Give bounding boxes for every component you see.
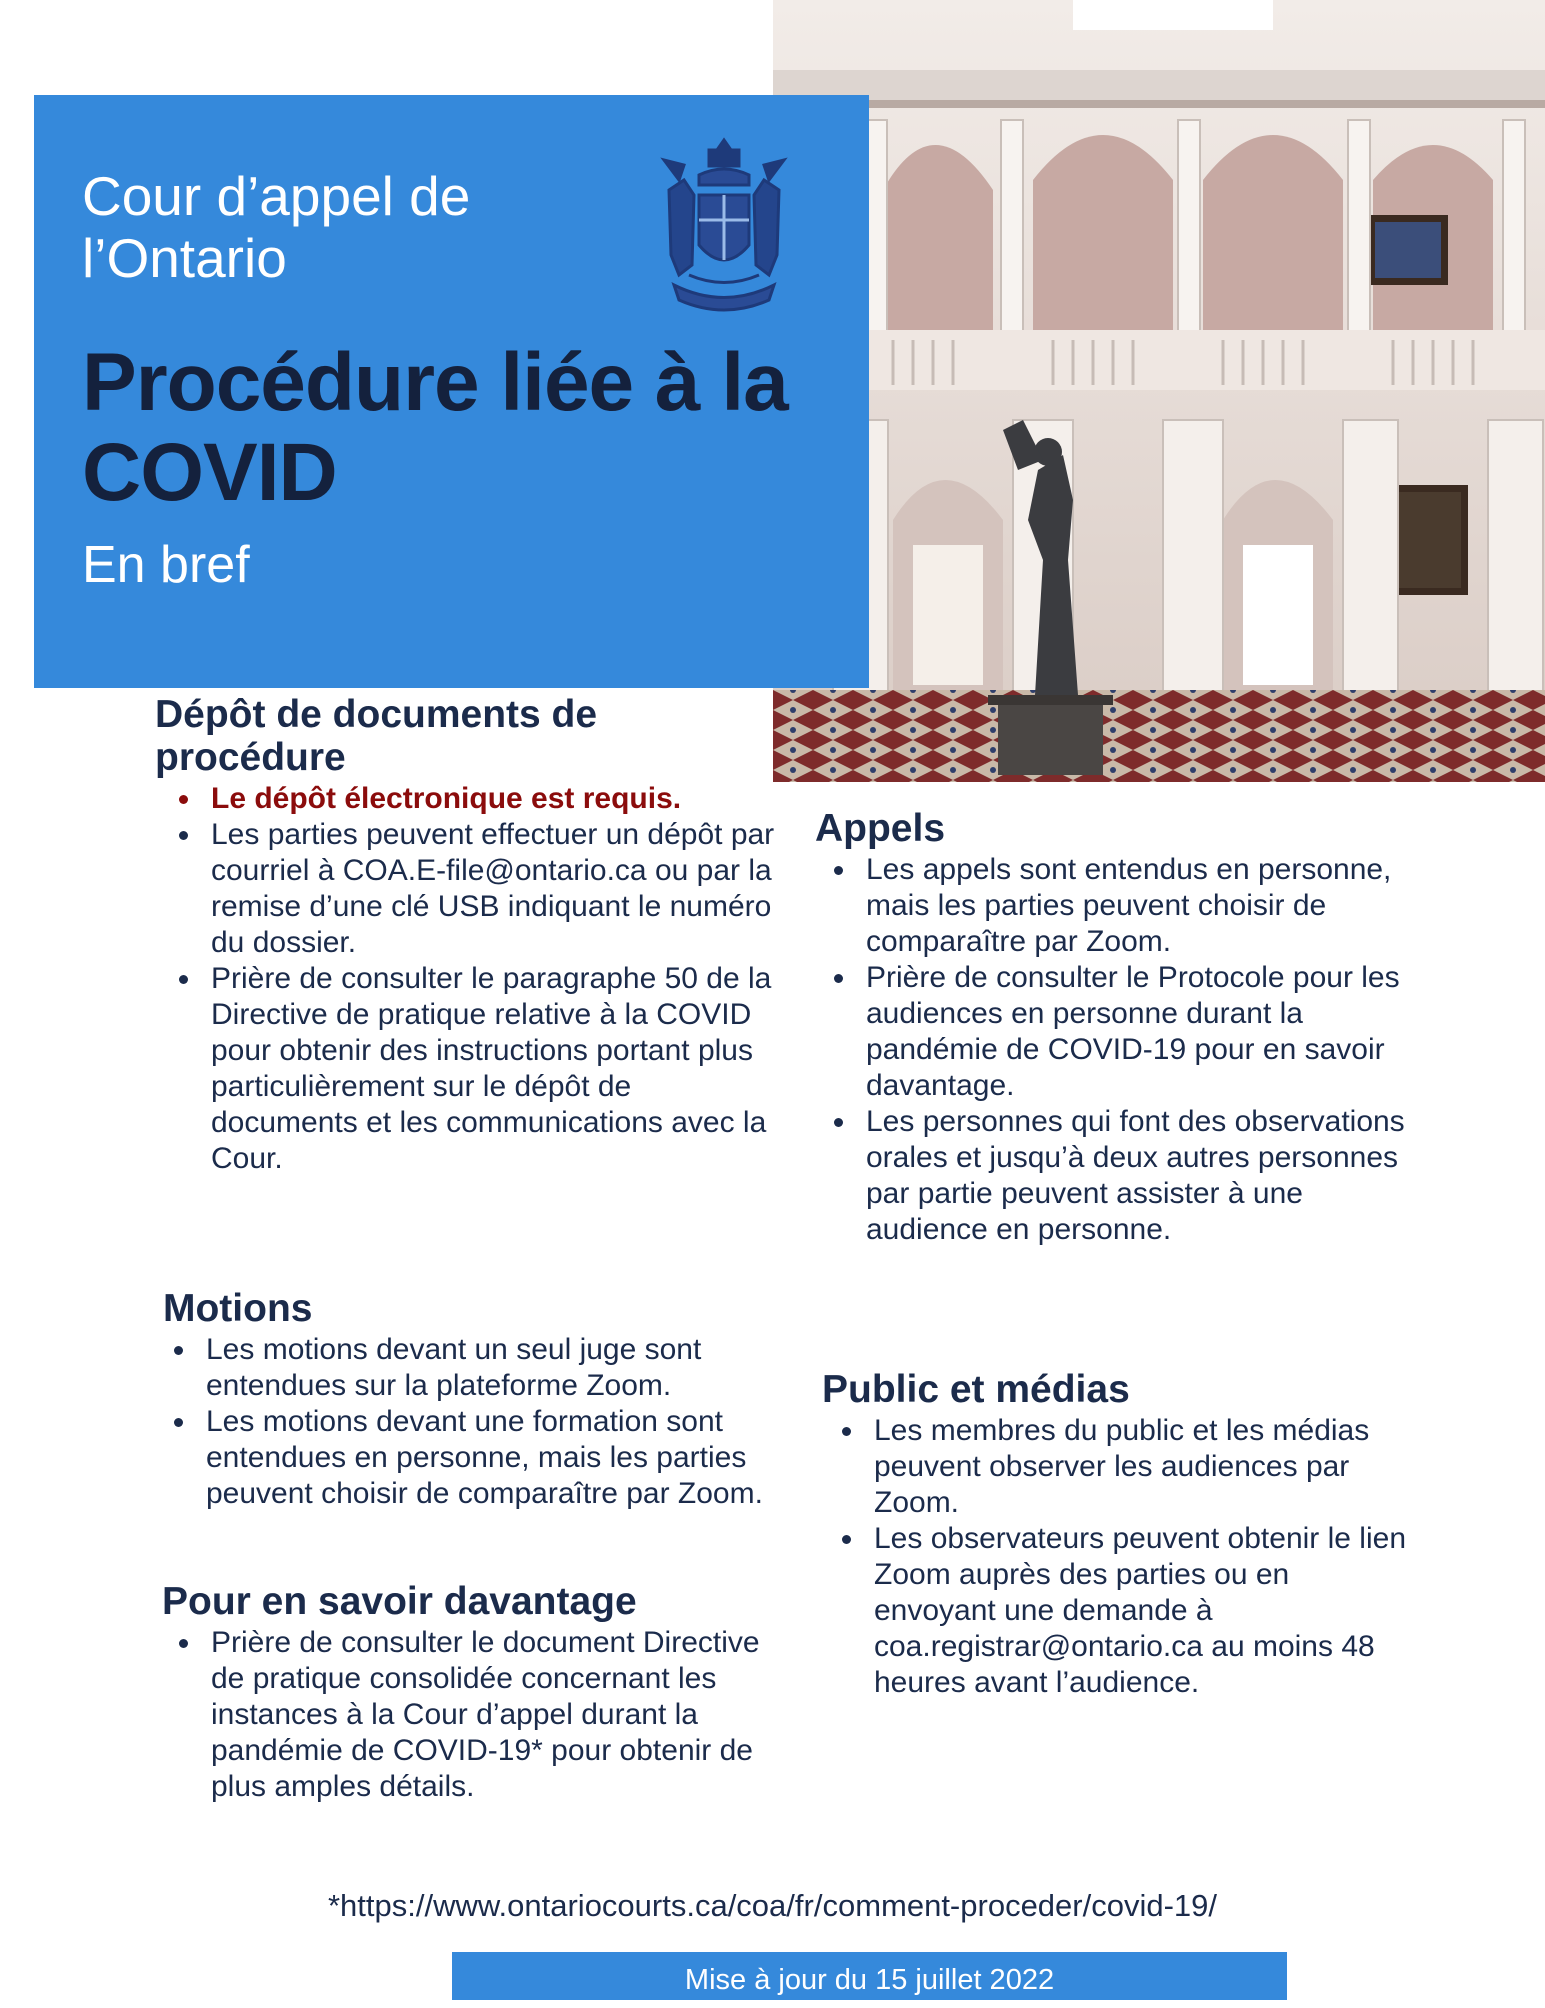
document-subtitle: En bref [82,536,250,594]
list-item: Les membres du public et les médias peuvent observer les audiences par Zoom. [874,1413,1412,1521]
section-appeals [815,807,1405,1248]
footnote-url: *https://www.ontariocourts.ca/coa/fr/comment-proceder/covid-19/ [327,1888,1218,1923]
list-item: Le dépôt électronique est requis. [211,781,775,817]
coat-of-arms-icon [659,135,789,325]
list-item: Les motions devant une formation sont entendues en personne, mais les parties peuvent choisir de comparaître par Zoom. [206,1404,783,1512]
title-panel [34,95,869,688]
list-item: Les motions devant un seul juge sont entendues sur la plateforme Zoom. [206,1332,783,1404]
list-item: Prière de consulter le Protocole pour les audiences en personne durant la pandémie de COVID-19 pour en savoir davantage. [866,960,1405,1104]
section-heading: Motions [163,1287,313,1330]
list-item: Les appels sont entendus en personne, mais les parties peuvent choisir de comparaître par Zoom. [866,852,1405,960]
bullet-list [815,852,1405,1248]
bullet-list [822,1413,1412,1701]
section-heading: Pour en savoir davantage [162,1580,637,1623]
section-heading: Appels [815,807,946,850]
bullet-list [162,1625,762,1805]
courthouse-atrium-photo [773,0,1545,782]
section-heading: Public et médias [822,1368,1130,1411]
bullet-list [155,781,775,1177]
list-item: Les observateurs peuvent obtenir le lien Zoom auprès des parties ou en envoyant une demande à coa.registrar@ontario.ca au moins 48 heures avant l’audience. [874,1521,1412,1701]
list-item: Les personnes qui font des observations orales et jusqu’à deux autres personnes par partie peuvent assister à une audience en personne. [866,1105,1405,1246]
list-item: Prière de consulter le document Directive de pratique consolidée concernant les instances à la Cour d’appel durant la pandémie de COVID-19* pour obtenir de plus amples détails. [211,1625,762,1805]
bullet-list [163,1332,783,1512]
section-heading: Dépôt de documents de procédure [155,693,598,779]
section-more-info [162,1580,762,1805]
court-name: Cour d’appel de l’Ontario [82,165,471,289]
document-title: Procédure liée à la COVID [82,337,788,518]
section-public-media [822,1368,1412,1701]
list-item: Prière de consulter le paragraphe 50 de la Directive de pratique relative à la COVID pour obtenir des instructions portant plus particulièrement sur le dépôt de documents et les communications avec la Cour. [211,961,775,1177]
section-motions [163,1287,783,1512]
section-filing [155,693,775,1177]
list-item: Les parties peuvent effectuer un dépôt par courriel à COA.E-file@ontario.ca ou par la remise d’une clé USB indiquant le numéro du dossier. [211,818,775,959]
update-date-bar: Mise à jour du 15 juillet 2022 [452,1952,1287,2000]
